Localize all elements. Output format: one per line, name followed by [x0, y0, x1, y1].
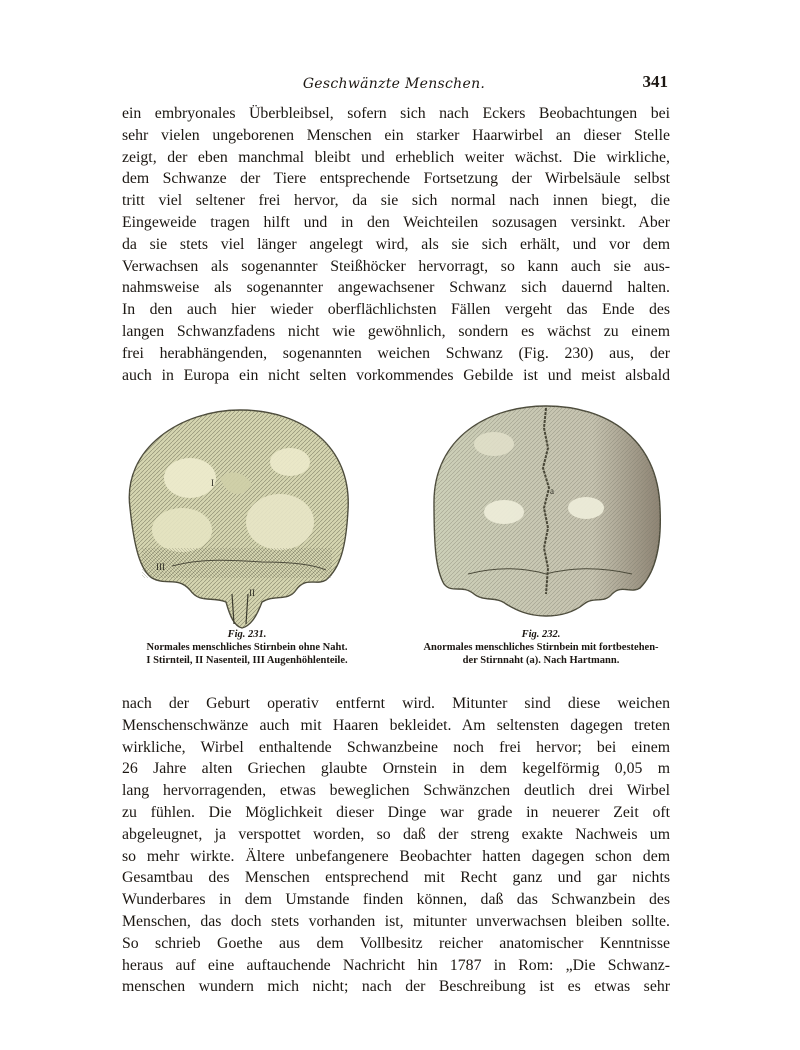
text-line: Menschenschwänze auch mit Haaren bekleidet. Am seltensten dagegen treten	[122, 716, 670, 734]
caption-line: der Stirnnaht (a). Nach Hartmann.	[462, 655, 620, 666]
label-II: II	[249, 588, 255, 598]
text-line: heraus auf eine auftauchende Nachricht hin 1787 in Rom: „Die Schwanz-	[122, 956, 670, 974]
text-line: Gesamtbau des Menschen entsprechend mit Recht ganz und gar nichts	[122, 869, 670, 887]
text-line: Menschen, das doch stets vorhanden ist, mitunter unverwachsen bleiben sollte.	[122, 912, 670, 930]
text-line: auch in Europa ein nicht selten vorkommendes Gebilde ist und meist alsbald	[122, 366, 670, 384]
text-line: In den auch hier wieder oberflächlichsten Fällen vergeht das Ende des	[122, 301, 670, 319]
text-line: abgeleugnet, ja verspottet worden, so daß der streng exakte Nachweis um	[122, 825, 670, 843]
text-line: langen Schwanzfadens nicht wie gewöhnlich, sondern es wächst zu einem	[122, 322, 670, 340]
caption-line: Anormales menschliches Stirnbein mit fortbestehen-	[423, 642, 659, 653]
text-line: sehr vielen ungeborenen Menschen ein starker Haarwirbel an dieser Stelle	[122, 126, 670, 144]
text-line: so mehr wirkte. Ältere unbefangenere Beobachter hatten dagegen schon dem	[122, 847, 670, 865]
figure-231-illustration	[112, 398, 362, 630]
caption-line: I Stirnteil, II Nasenteil, III Augenhöhlenteile.	[146, 655, 348, 666]
frontal-bone-normal-drawing	[112, 398, 362, 630]
page-number: 341	[642, 72, 668, 91]
text-line: frei herabhängenden, sogenannten weichen Schwanz (Fig. 230) aus, der	[122, 344, 670, 362]
frontal-bone-abnormal-drawing	[408, 398, 674, 630]
paragraph-top	[122, 103, 670, 386]
figure-232-caption	[406, 628, 676, 667]
figure-231-number: Fig. 231.	[227, 629, 267, 640]
text-line: Wunderbares in dem Umstande finden können, daß das Schwanzbein des	[122, 891, 670, 909]
label-III: III	[156, 562, 165, 572]
caption-line: Normales menschliches Stirnbein ohne Naht.	[146, 642, 348, 653]
page-header	[120, 72, 668, 98]
figure-232-number: Fig. 232.	[521, 629, 561, 640]
text-line: zeigt, der eben manchmal bleibt und erheblich weiter wächst. Die wirkliche,	[122, 148, 670, 166]
running-head: Geschwänzte Menschen.	[302, 76, 486, 92]
text-line: menschen wundern mich nicht; nach der Beschreibung ist es etwas sehr	[122, 978, 670, 996]
text-line: 26 Jahre alten Griechen glaubte Ornstein in dem kegelförmig 0,05 m	[122, 760, 670, 778]
text-line: Eingeweide tragen hilft und in den Weichteilen sozusagen versinkt. Aber	[122, 213, 670, 231]
text-line: nahmsweise als sogenannter angewachsener Schwanz sich dauernd halten.	[122, 279, 670, 297]
text-line: da sie stets viel länger angelegt wird, als sie sich erhält, und vor dem	[122, 235, 670, 253]
figure-232-illustration	[408, 398, 674, 630]
text-line: Verwachsen als sogenannter Steißhöcker hervorragt, so kann auch sie aus-	[122, 257, 670, 275]
figure-231-caption	[112, 628, 382, 667]
text-line: wirkliche, Wirbel enthaltende Schwanzbeine noch frei hervor; bei einem	[122, 738, 670, 756]
text-line: lang hervorragenden, etwas beweglichen Schwänzchen deutlich drei Wirbel	[122, 782, 670, 800]
text-line: tritt viel seltener frei hervor, da sie sich normal nach innen biegt, die	[122, 192, 670, 210]
paragraph-bottom	[122, 693, 670, 998]
text-line: zu fühlen. Die Möglichkeit dieser Dinge war grade in neuerer Zeit oft	[122, 803, 670, 821]
label-I: I	[211, 478, 214, 488]
text-line: nach der Geburt operativ entfernt wird. Mitunter sind diese weichen	[122, 695, 670, 712]
text-line: dem Schwanze der Tiere entsprechende Fortsetzung der Wirbelsäule selbst	[122, 170, 670, 188]
label-a: a	[550, 486, 554, 496]
text-line: ein embryonales Überbleibsel, sofern sich nach Eckers Beobachtungen bei	[122, 105, 670, 122]
text-line: So schrieb Goethe aus dem Vollbesitz reicher anatomischer Kenntnisse	[122, 934, 670, 952]
